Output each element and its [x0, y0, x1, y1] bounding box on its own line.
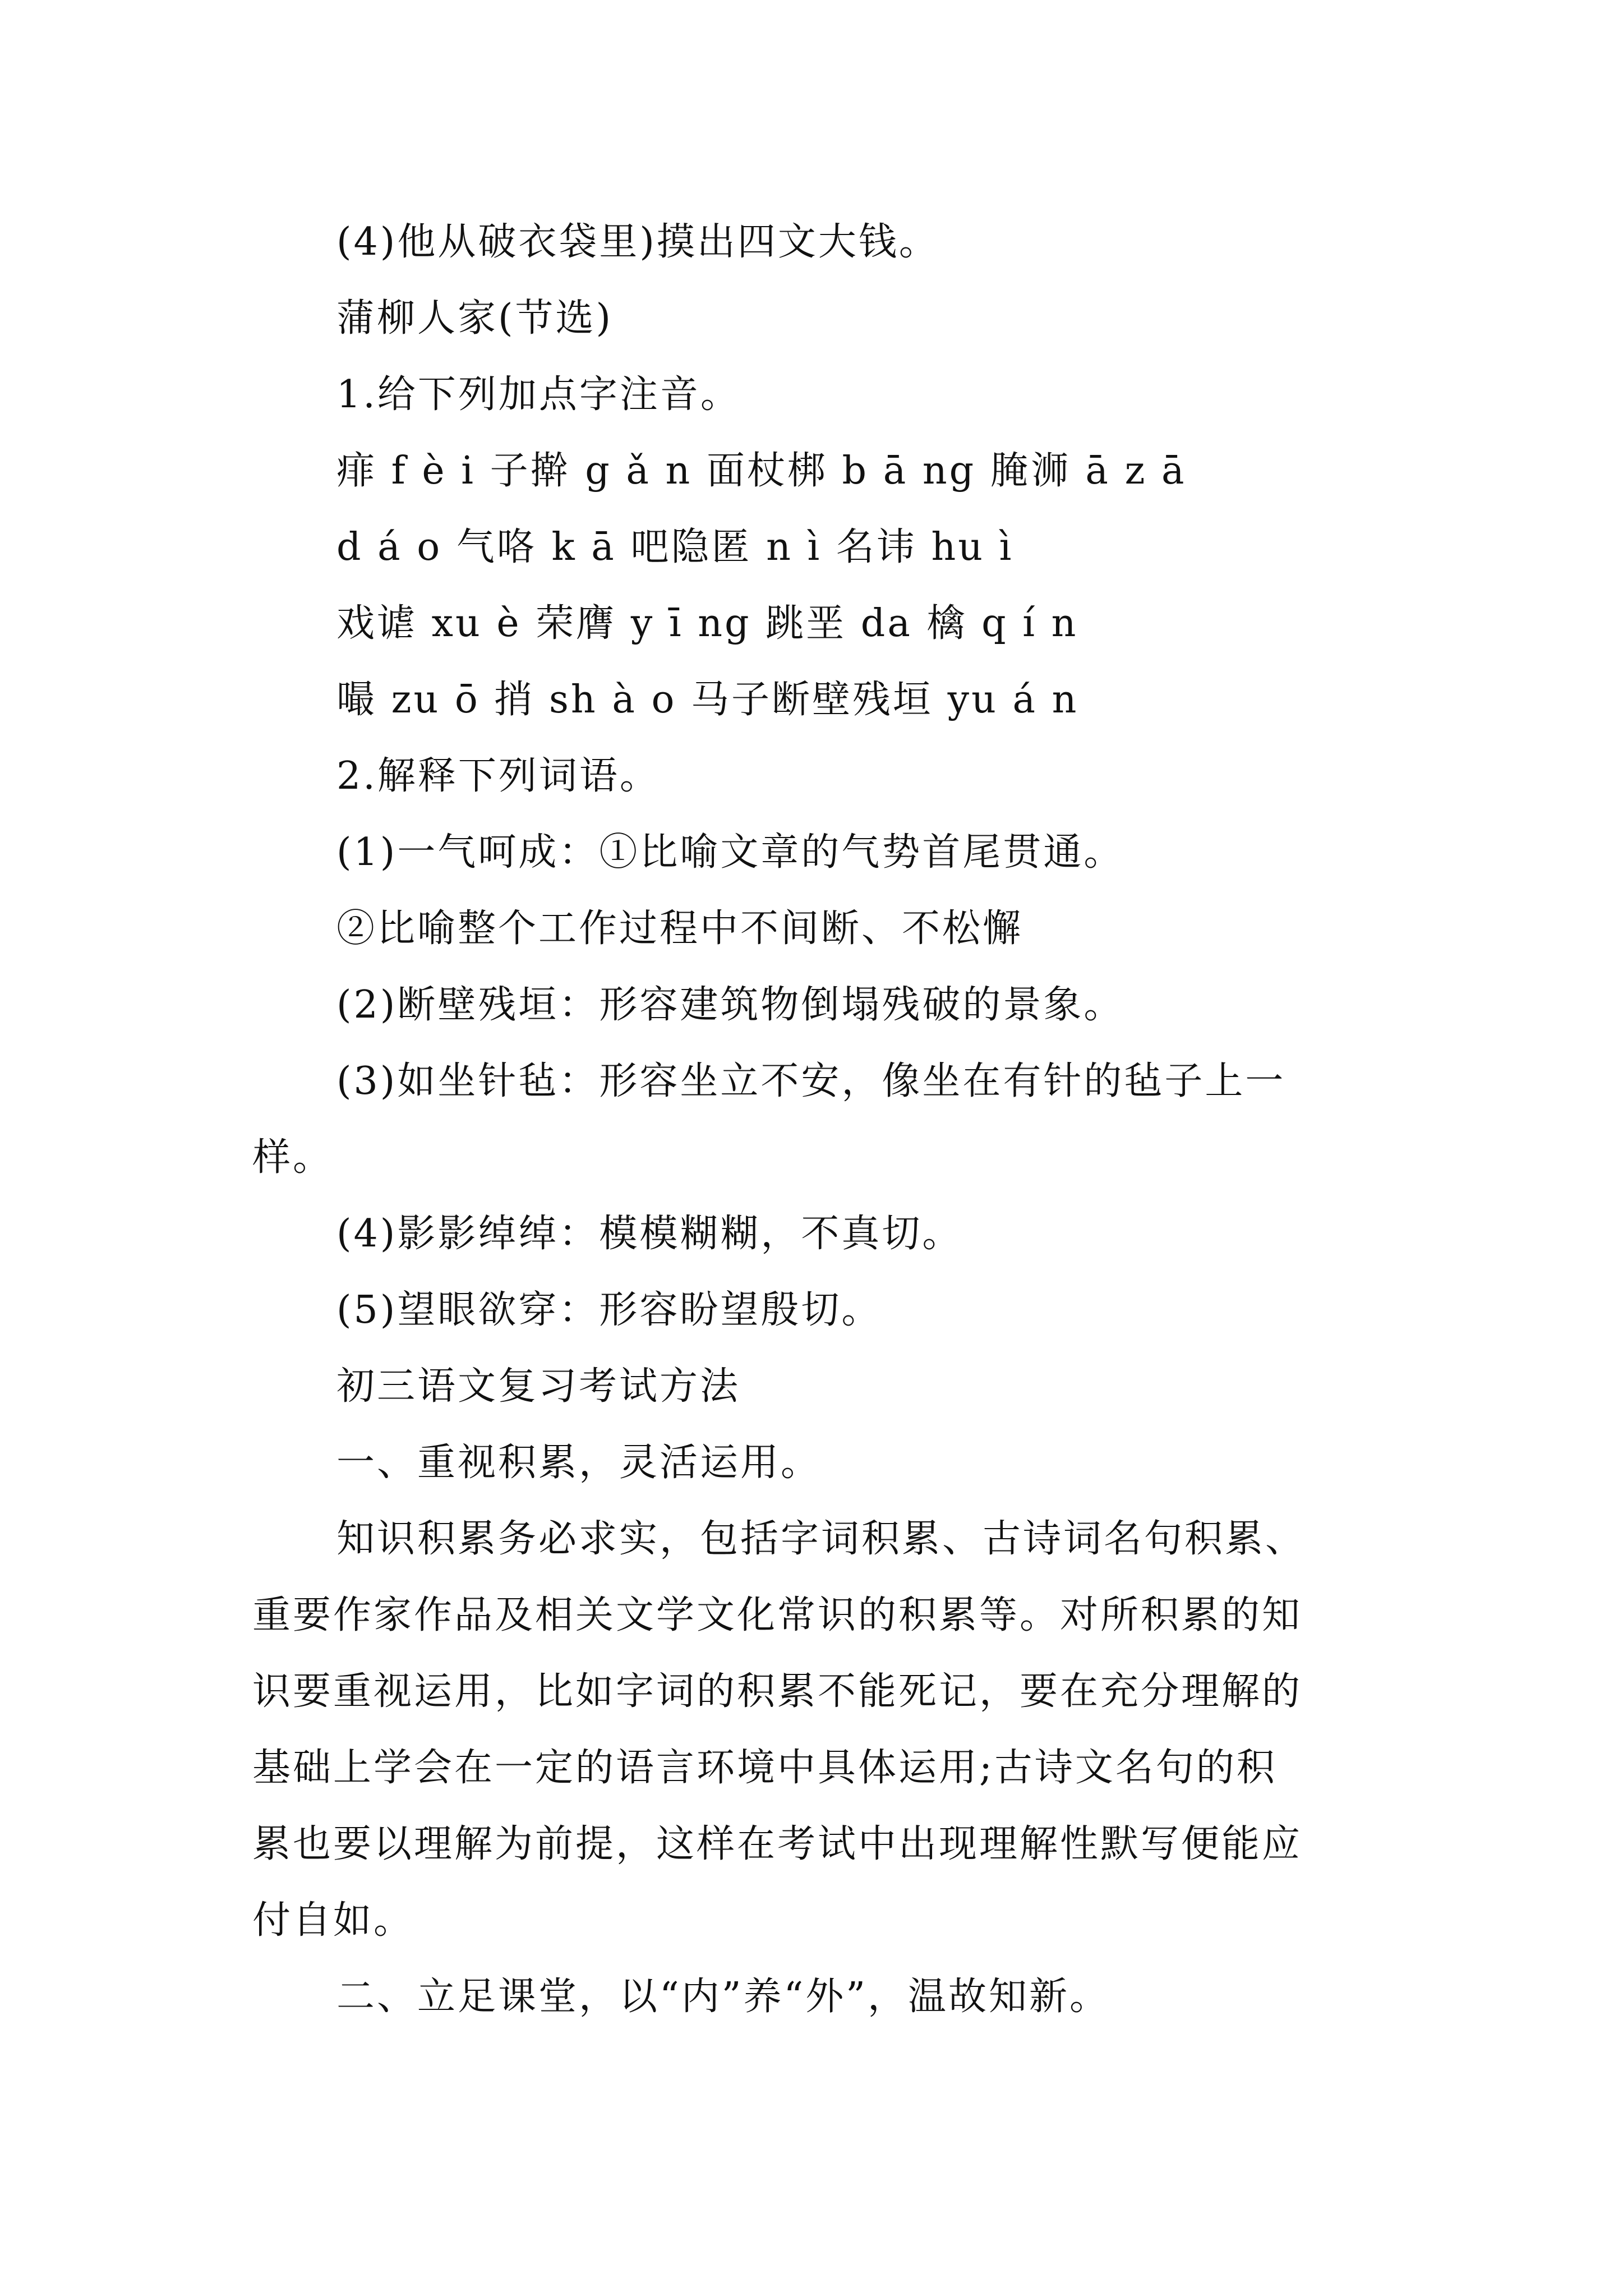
text-line-7: 嘬 zu ō 捎 sh à o 马子断壁残垣 yu á n — [336, 678, 1079, 722]
text-line-24: 二、立足课堂，以“内”养“外”，温故知新。 — [336, 1975, 1110, 2019]
text-line-18: 知识积累务必求实，包括字词积累、古诗词名句积累、 — [336, 1517, 1306, 1561]
text-line-19: 重要作家作品及相关文学文化常识的积累等。对所积累的知 — [252, 1593, 1303, 1637]
text-line-11: (2)断壁残垣：形容建筑物倒塌残破的景象。 — [336, 983, 1124, 1027]
text-line-6: 戏谑 xu è 荣膺 y ī ng 跳垩 da 檎 q í n — [336, 601, 1078, 646]
section-heading: 初三语文复习考试方法 — [336, 1364, 741, 1409]
text-line-13: 样。 — [252, 1135, 334, 1180]
text-line-1: (4)他从破衣袋里)摸出四文大钱。 — [336, 220, 939, 264]
text-line-4: 痱 f è i 子擀 g ǎ n 面杖梆 b ā ng 腌浉 ā z ā — [336, 449, 1187, 493]
text-line-20: 识要重视运用，比如字词的积累不能死记，要在充分理解的 — [252, 1669, 1303, 1714]
text-line-23: 付自如。 — [252, 1898, 414, 1943]
text-line-15: (5)望眼欲穿：形容盼望殷切。 — [336, 1288, 882, 1332]
text-line-2: 蒲柳人家(节选) — [336, 296, 614, 341]
text-line-9: (1)一气呵成：①比喻文章的气势首尾贯通。 — [336, 830, 1124, 875]
text-line-22: 累也要以理解为前提，这样在考试中出现理解性默写便能应 — [252, 1822, 1303, 1866]
text-line-3: 1.给下列加点字注音。 — [336, 372, 741, 417]
text-line-12: (3)如坐针毡：形容坐立不安，像坐在有针的毡子上一 — [336, 1059, 1286, 1103]
text-line-8: 2.解释下列词语。 — [336, 754, 660, 798]
text-line-17: 一、重视积累，灵活运用。 — [336, 1441, 822, 1485]
text-line-5: d á o 气咯 k ā 吧隐匿 n ì 名讳 hu ì — [336, 525, 1014, 569]
text-line-10: ②比喻整个工作过程中不间断、不松懈 — [336, 907, 1023, 951]
text-line-21: 基础上学会在一定的语言环境中具体运用;古诗文名句的积 — [252, 1746, 1277, 1790]
text-line-14: (4)影影绰绰：模模糊糊，不真切。 — [336, 1212, 963, 1256]
